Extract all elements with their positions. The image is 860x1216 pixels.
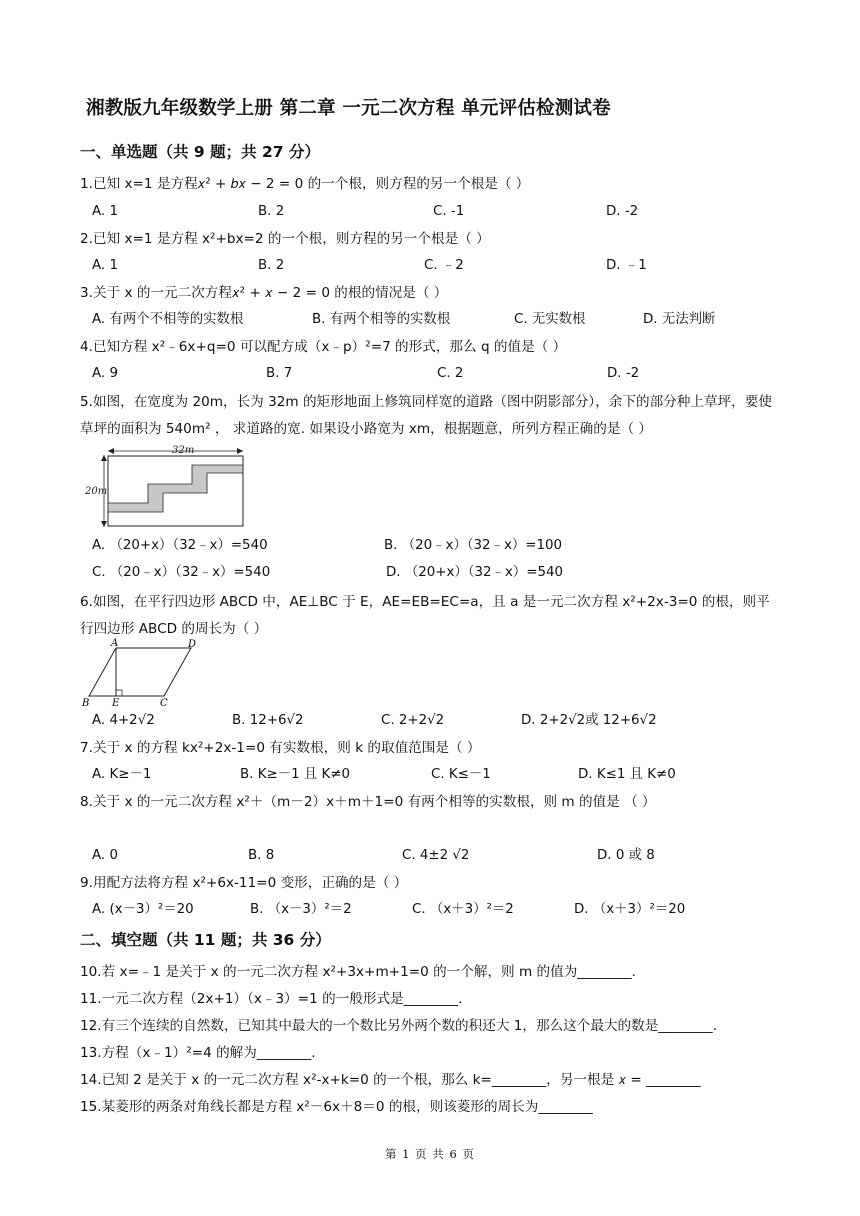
question-5: 5.如图，在宽度为 20m，长为 32m 的矩形地面上修筑同样宽的道路（图中阴影部分），余下的部分种上草坪，要使草坪的面积为 540m² ， 求道路的宽. 如果设小路宽为 xm，根据题意，所列方程正确的是（ ） xyxy=(80,394,772,437)
question-5-options-row-1 xyxy=(92,536,782,556)
option-a[interactable]: A. 1 xyxy=(92,258,118,273)
question-1-options xyxy=(92,202,782,222)
option-a[interactable]: A. 9 xyxy=(92,366,118,381)
question-4-options xyxy=(92,364,782,384)
label-d: D xyxy=(188,639,197,650)
option-b[interactable]: B. 2 xyxy=(258,258,285,273)
option-d[interactable]: D. K≤1 且 K≠0 xyxy=(578,767,676,782)
question-11: 11.一元二次方程（2x+1）（x﹣3）=1 的一般形式是________. xyxy=(80,991,463,1007)
question-7-options xyxy=(92,765,782,785)
width-label: 32m xyxy=(172,445,195,456)
question-2-options xyxy=(92,256,782,276)
question-12: 12.有三个连续的自然数，已知其中最大的一个数比另外两个数的积还大 1，那么这个最大的数是________. xyxy=(80,1018,718,1034)
option-c[interactable]: C. ﹣2 xyxy=(424,258,464,273)
option-b[interactable]: B. 8 xyxy=(248,848,275,863)
question-1: 1.已知 x=1 是方程𝑥² + 𝑏𝑥 − 2 = 0 的一个根，则方程的另一个根是（ ） xyxy=(80,176,530,192)
question-4: 4.已知方程 x²﹣6x+q=0 可以配方成（x﹣p）²=7 的形式，那么 q 的值是（ ） xyxy=(80,339,567,355)
question-2: 2.已知 x=1 是方程 x²+bx=2 的一个根，则方程的另一个根是（ ） xyxy=(80,231,490,247)
question-8-options xyxy=(92,846,782,866)
option-c[interactable]: C. （x＋3）²＝2 xyxy=(412,902,514,917)
question-6: 6.如图，在平行四边形 ABCD 中，AE⊥BC 于 E，AE=EB=EC=a，且 a 是一元二次方程 x²+2x-3=0 的根，则平行四边形 ABCD 的周长为（ ） xyxy=(80,594,770,637)
option-d[interactable]: D. -2 xyxy=(607,366,640,381)
option-c[interactable]: C. （20﹣x）（32﹣x）=540 xyxy=(92,565,271,580)
question-9: 9.用配方法将方程 x²+6x-11=0 变形，正确的是（ ） xyxy=(80,875,408,891)
option-a[interactable]: A. 1 xyxy=(92,204,118,219)
question-10: 10.若 x=﹣1 是关于 x 的一元二次方程 x²+3x+m+1=0 的一个解，则 m 的值为________. xyxy=(80,964,637,980)
option-d[interactable]: D. 无法判断 xyxy=(643,312,716,327)
parallelogram-abcd xyxy=(89,648,191,696)
option-b[interactable]: B. 7 xyxy=(266,366,293,381)
option-d[interactable]: D. ﹣1 xyxy=(606,258,647,273)
option-a[interactable]: A. 有两个不相等的实数根 xyxy=(92,312,244,327)
option-c[interactable]: C. 4±2 √2 xyxy=(402,848,470,863)
option-c[interactable]: C. 2+2√2 xyxy=(381,713,445,728)
option-a[interactable]: A. (x－3）²＝20 xyxy=(92,902,194,917)
option-a[interactable]: A. K≥－1 xyxy=(92,767,152,782)
option-b[interactable]: B. 2 xyxy=(258,204,285,219)
option-a[interactable]: A. （20+x）（32﹣x）=540 xyxy=(92,538,268,553)
right-angle-mark xyxy=(116,690,122,696)
option-d[interactable]: D. -2 xyxy=(606,204,639,219)
option-b[interactable]: B. 有两个相等的实数根 xyxy=(312,312,451,327)
question-9-options xyxy=(92,900,782,920)
option-a[interactable]: A. 0 xyxy=(92,848,118,863)
parallelogram-figure xyxy=(80,638,202,708)
option-b[interactable]: B. （20﹣x）（32﹣x）=100 xyxy=(384,538,563,553)
page-footer: 第 1 页 共 6 页 xyxy=(385,1147,475,1161)
question-3: 3.关于 x 的一元二次方程𝑥² + 𝑥 − 2 = 0 的根的情况是（ ） xyxy=(80,285,448,301)
height-label: 20m xyxy=(85,486,108,497)
option-b[interactable]: B. 12+6√2 xyxy=(232,713,304,728)
option-c[interactable]: C. K≤－1 xyxy=(431,767,491,782)
page-title: 湘教版九年级数学上册 第二章 一元二次方程 单元评估检测试卷 xyxy=(86,98,611,119)
option-b[interactable]: B. K≥－1 且 K≠0 xyxy=(240,767,351,782)
label-e: E xyxy=(112,698,120,708)
question-14: 14.已知 2 是关于 x 的一元二次方程 x²-x+k=0 的一个根，那么 k=________，另一根是 𝑥 = ________ xyxy=(80,1072,701,1088)
section-heading-fill-in: 二、填空题（共 11 题；共 36 分） xyxy=(80,931,331,949)
question-5-options-row-2 xyxy=(92,563,782,583)
question-13: 13.方程（x﹣1）²=4 的解为________. xyxy=(80,1045,316,1061)
label-c: C xyxy=(160,698,168,708)
label-a: A xyxy=(111,638,119,649)
question-6-options xyxy=(92,711,782,731)
question-7: 7.关于 x 的方程 kx²+2x-1=0 有实数根，则 k 的取值范围是（ ） xyxy=(80,740,481,756)
option-c[interactable]: C. -1 xyxy=(433,204,465,219)
option-a[interactable]: A. 4+2√2 xyxy=(92,713,155,728)
option-d[interactable]: D. （x＋3）²＝20 xyxy=(574,902,686,917)
option-d[interactable]: D. 2+2√2或 12+6√2 xyxy=(521,713,657,728)
question-15: 15.某菱形的两条对角线长都是方程 x²－6x＋8＝0 的根，则该菱形的周长为________ xyxy=(80,1099,593,1115)
option-c[interactable]: C. 2 xyxy=(437,366,464,381)
question-8: 8.关于 x 的一元二次方程 x²＋（m－2）x＋m＋1=0 有两个相等的实数根，则 m 的值是 （ ） xyxy=(80,794,656,810)
option-b[interactable]: B. （x－3）²＝2 xyxy=(250,902,352,917)
option-c[interactable]: C. 无实数根 xyxy=(514,312,586,327)
option-d[interactable]: D. 0 或 8 xyxy=(597,848,655,863)
option-d[interactable]: D. （20+x）（32﹣x）=540 xyxy=(386,565,564,580)
road-figure xyxy=(84,443,256,533)
section-heading-single-choice: 一、单选题（共 9 题；共 27 分） xyxy=(80,143,320,161)
label-b: B xyxy=(82,698,90,708)
question-3-options xyxy=(92,310,782,330)
